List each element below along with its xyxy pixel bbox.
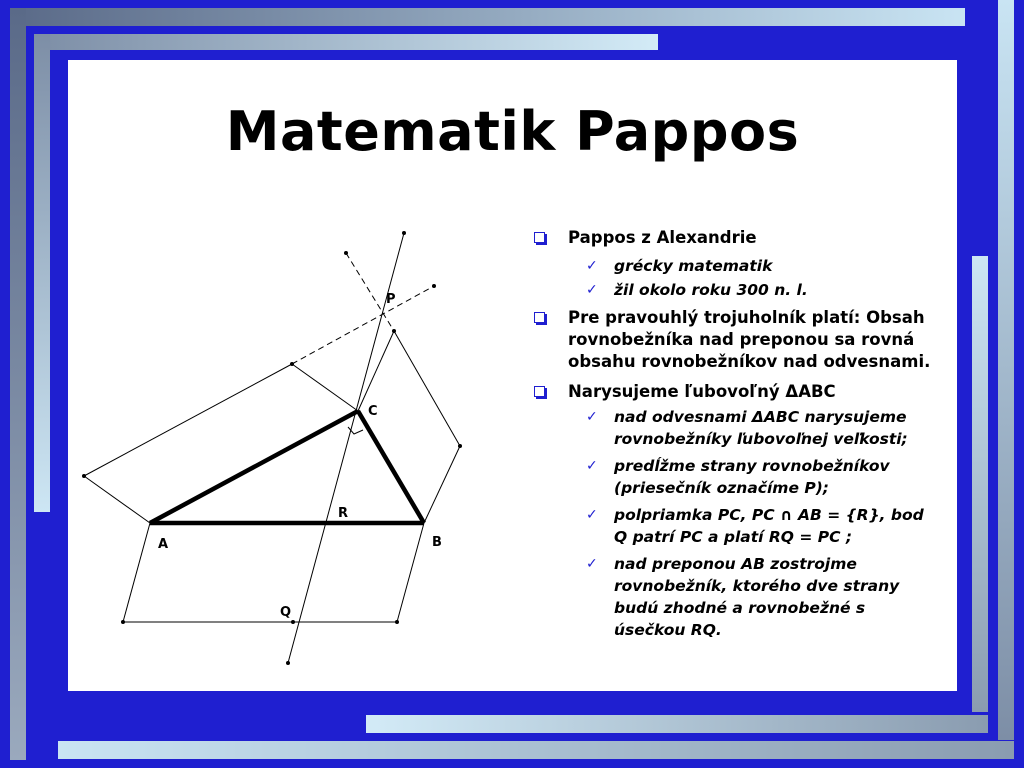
parallelogram-ac-edge bbox=[292, 364, 358, 411]
square-bullet-icon bbox=[534, 227, 545, 249]
checkmark-icon: ✓ bbox=[586, 409, 598, 425]
frame-bar-top-inner bbox=[34, 34, 658, 50]
parallelogram-ab-edge bbox=[123, 523, 150, 622]
frame-bar-top-outer bbox=[10, 8, 965, 26]
point bbox=[286, 661, 290, 665]
frame-bar-bottom-inner bbox=[366, 715, 988, 733]
bullet-item bbox=[530, 381, 940, 403]
sub-bullet-item bbox=[530, 279, 940, 301]
checkmark-icon: ✓ bbox=[586, 458, 598, 474]
frame-bar-left-outer bbox=[10, 8, 26, 760]
sub-bullet-text: polpriamka PC, PC ∩ AB = {R}, bod Q patrí PC a platí RQ = PC ; bbox=[614, 506, 924, 546]
label-b: B bbox=[432, 535, 442, 550]
frame-bar-right-outer bbox=[998, 0, 1014, 740]
bullet-list bbox=[530, 227, 940, 643]
parallelogram-bc-edge bbox=[358, 331, 394, 411]
label-r: R bbox=[338, 506, 349, 521]
point bbox=[344, 251, 348, 255]
point bbox=[82, 474, 86, 478]
label-a: A bbox=[158, 537, 169, 552]
point bbox=[458, 444, 462, 448]
triangle-side-bc bbox=[358, 411, 424, 523]
sub-bullet-text: grécky matematik bbox=[614, 257, 773, 275]
checkmark-icon: ✓ bbox=[586, 282, 598, 298]
parallelogram-ab-edge bbox=[397, 523, 424, 622]
label-c: C bbox=[368, 404, 378, 419]
sub-bullet-item bbox=[530, 455, 940, 499]
point bbox=[290, 362, 294, 366]
point bbox=[392, 329, 396, 333]
sub-bullet-item bbox=[530, 553, 940, 641]
label-p: P bbox=[386, 292, 396, 307]
point-r bbox=[337, 521, 341, 525]
sub-bullet-text: nad odvesnami ΔABC narysujeme rovnobežníky ľubovoľnej veľkosti; bbox=[614, 408, 908, 448]
bullet-text: Pappos z Alexandrie bbox=[568, 228, 757, 247]
sub-bullet-item bbox=[530, 255, 940, 277]
point bbox=[121, 620, 125, 624]
bullet-item bbox=[530, 227, 940, 249]
square-bullet-icon bbox=[534, 381, 545, 403]
triangle-side-ac bbox=[150, 411, 358, 523]
parallelogram-bc-edge bbox=[394, 331, 460, 446]
bullet-text: Narysujeme ľubovoľný ΔABC bbox=[568, 382, 836, 401]
parallelogram-bc-edge bbox=[424, 446, 460, 523]
bullet-text: Pre pravouhlý trojuholník platí: Obsah rovnobežníka nad preponou sa rovná obsahu rovnobežníkov nad odvesnami. bbox=[568, 308, 931, 371]
frame-bar-bottom-outer bbox=[58, 741, 1014, 759]
parallelogram-ac-edge bbox=[84, 364, 292, 476]
frame-bar-left-inner bbox=[34, 34, 50, 512]
checkmark-icon: ✓ bbox=[586, 507, 598, 523]
label-q: Q bbox=[280, 605, 292, 620]
sub-bullet-item bbox=[530, 504, 940, 548]
slide-panel bbox=[68, 60, 957, 691]
point bbox=[432, 284, 436, 288]
sub-bullet-text: predĺžme strany rovnobežníkov (priesečník označíme P); bbox=[614, 457, 890, 497]
frame-bar-right-inner bbox=[972, 256, 988, 712]
sub-bullet-item bbox=[530, 406, 940, 450]
point bbox=[395, 620, 399, 624]
checkmark-icon: ✓ bbox=[586, 556, 598, 572]
parallelogram-ac-edge bbox=[84, 476, 150, 523]
extension-line bbox=[292, 286, 434, 364]
point bbox=[402, 231, 406, 235]
point-q bbox=[291, 620, 295, 624]
sub-bullet-text: nad preponou AB zostrojme rovnobežník, ktorého dve strany budú zhodné a rovnobežné s úsečkou RQ. bbox=[614, 555, 900, 639]
bullet-item bbox=[530, 307, 940, 373]
sub-bullet-text: žil okolo roku 300 n. l. bbox=[614, 281, 808, 299]
pappos-diagram bbox=[68, 60, 528, 691]
slide-title: Matematik Pappos bbox=[225, 100, 800, 163]
square-bullet-icon bbox=[534, 307, 545, 329]
checkmark-icon: ✓ bbox=[586, 258, 598, 274]
